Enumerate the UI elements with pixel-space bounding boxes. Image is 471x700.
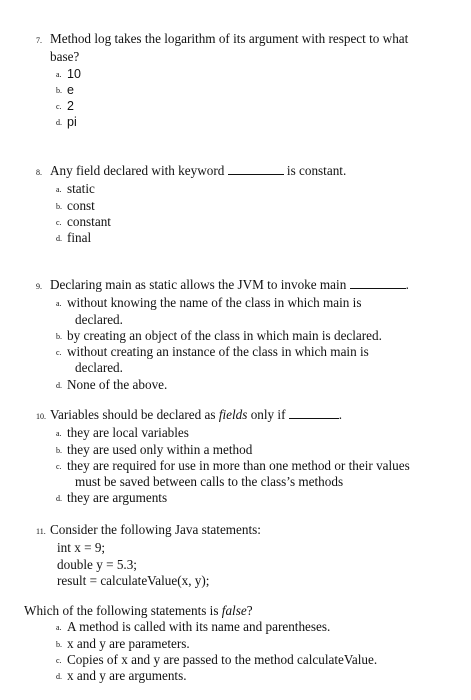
question-number: 11. bbox=[36, 527, 46, 536]
code-line: result = calculateValue(x, y); bbox=[57, 572, 210, 588]
option-d[interactable]: d. final bbox=[56, 230, 92, 246]
options-list bbox=[24, 619, 464, 684]
option-b[interactable]: b. e bbox=[56, 82, 74, 97]
question-number: 8. bbox=[36, 168, 42, 177]
question-text-mid: only if bbox=[247, 407, 286, 422]
option-a[interactable]: a. static bbox=[56, 181, 95, 197]
option-a[interactable]: a. 10 bbox=[56, 66, 81, 81]
question-text-continued: base? bbox=[50, 49, 80, 65]
question-text: Method log takes the logarithm of its argument with respect to what bbox=[50, 31, 409, 46]
question-text-end: is constant. bbox=[283, 163, 347, 178]
code-line: double y = 5.3; bbox=[57, 556, 137, 572]
option-c[interactable]: c. they are required for use in more than one method or their values must be saved between calls to the class’s methods bbox=[56, 457, 410, 490]
option-b[interactable]: b. const bbox=[56, 197, 95, 213]
question-text-emphasis: fields bbox=[218, 407, 248, 422]
option-b[interactable]: b. they are used only within a method bbox=[56, 441, 253, 457]
option-c[interactable]: c. 2 bbox=[56, 99, 74, 114]
question-11 bbox=[36, 522, 456, 589]
question-text: Consider the following Java statements: bbox=[50, 522, 261, 537]
option-d[interactable]: d. None of the above. bbox=[56, 376, 168, 392]
question-text-end: . bbox=[338, 407, 343, 422]
code-block bbox=[36, 540, 456, 589]
answer-blank bbox=[228, 163, 284, 175]
question-10 bbox=[36, 407, 456, 507]
option-b[interactable]: b. by creating an object of the class in which main is declared. bbox=[56, 327, 382, 343]
option-d[interactable]: d. they are arguments bbox=[56, 490, 168, 506]
question-9 bbox=[36, 277, 456, 393]
option-a[interactable]: a. they are local variables bbox=[56, 425, 189, 441]
option-d[interactable]: d. x and y are arguments. bbox=[56, 668, 187, 684]
question-number: 7. bbox=[36, 36, 42, 45]
question-text: Any field declared with keyword bbox=[50, 163, 225, 178]
option-c[interactable]: c. constant bbox=[56, 213, 111, 229]
question-8 bbox=[36, 163, 456, 246]
question-7 bbox=[36, 31, 456, 131]
options-list bbox=[36, 425, 456, 506]
question-number: 9. bbox=[36, 282, 42, 291]
option-b[interactable]: b. x and y are parameters. bbox=[56, 635, 190, 651]
answer-blank bbox=[350, 277, 406, 289]
options-list bbox=[36, 181, 456, 246]
question-text-end: . bbox=[405, 277, 409, 292]
question-text: Variables should be declared as bbox=[50, 407, 219, 422]
question-prompt: Which of the following statements is false? bbox=[24, 603, 253, 618]
option-a[interactable]: a. without knowing the name of the class in which main is declared. bbox=[56, 295, 362, 327]
option-d[interactable]: d. pi bbox=[56, 115, 77, 130]
question-number: 10. bbox=[36, 412, 46, 421]
option-a[interactable]: a. A method is called with its name and parentheses. bbox=[56, 619, 331, 635]
option-c[interactable]: c. without creating an instance of the class in which main is declared. bbox=[56, 344, 369, 376]
options-list bbox=[36, 295, 456, 393]
code-line: int x = 9; bbox=[57, 540, 106, 556]
option-c[interactable]: c. Copies of x and y are passed to the method calculateValue. bbox=[56, 651, 378, 667]
question-text: Declaring main as static allows the JVM to invoke main bbox=[50, 277, 347, 292]
answer-blank bbox=[289, 407, 339, 419]
options-list bbox=[36, 66, 456, 131]
question-11-prompt-block bbox=[24, 603, 464, 684]
